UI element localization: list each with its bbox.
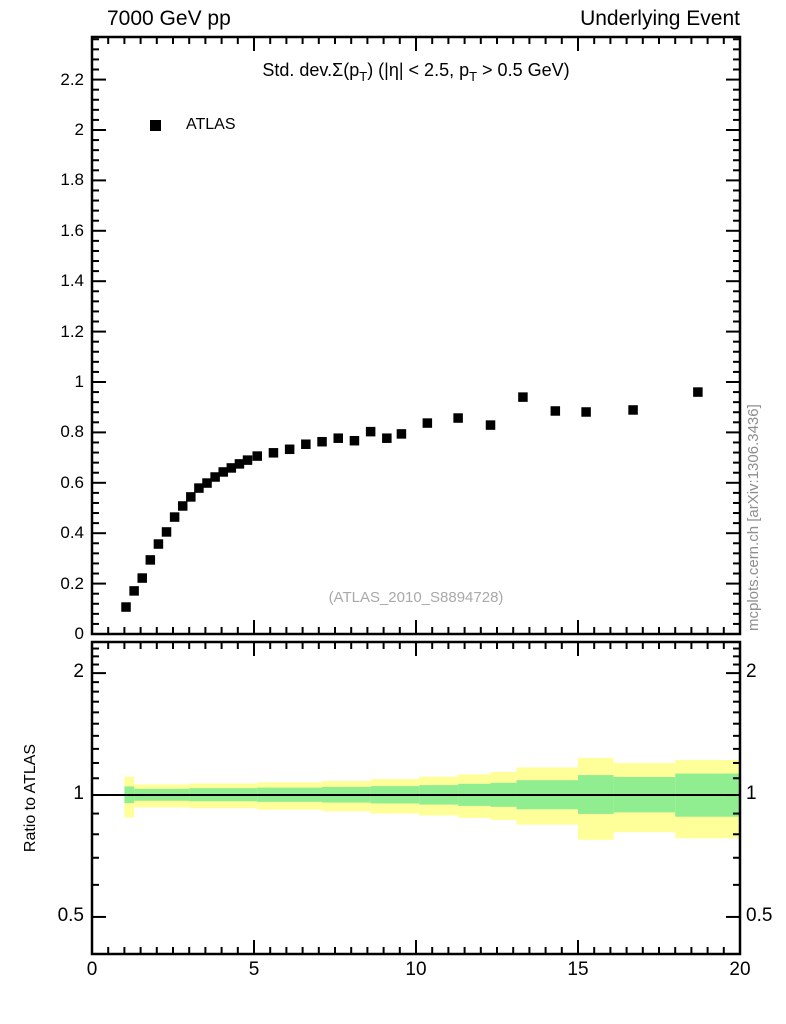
data-point-square [235,459,245,469]
ratio-y-tick-label-right: 1 [746,783,757,805]
event-class-label: Underlying Event [580,7,740,30]
data-point-square [333,433,343,443]
data-point-square [518,392,528,402]
ratio-y-tick-label-right: 2 [746,661,757,683]
main-y-tick-label: 0.8 [60,422,84,442]
analysis-id-watermark: (ATLAS_2010_S8894728) [328,589,504,606]
plot-title-segment: Std. dev.Σ(p [262,60,360,80]
beam-energy-label: 7000 GeV pp [107,7,231,30]
data-point-square [243,455,253,465]
data-point-square [453,413,463,423]
plot-title-subscript: T [469,69,478,84]
main-y-tick-label: 1.6 [60,220,84,240]
data-point-square [301,439,311,449]
plot-title-segment: > 0.5 GeV) [477,60,570,80]
data-point-square [628,405,638,415]
main-y-tick-label: 1.2 [60,321,84,341]
plot-title-segment: ) (|η| < 2.5, p [367,60,470,80]
data-point-square [186,492,196,502]
data-point-square [269,448,279,458]
x-tick-label: 5 [248,959,260,980]
main-y-tick-label: 2.2 [60,69,84,89]
x-tick-label: 0 [86,959,98,980]
plot-title [92,60,740,84]
ratio-y-tick-label-left: 0.5 [57,904,84,926]
data-point-square [397,429,407,439]
data-point-square [693,387,703,397]
data-point-square [252,451,261,461]
data-point-square [218,467,228,477]
main-y-tick-label: 0.4 [60,523,84,543]
data-point-square [285,445,295,455]
data-point-square [350,436,360,446]
plot-title-subscript: T [359,69,368,84]
main-y-tick-label: 1.4 [60,271,84,291]
ratio-axis-title: Ratio to ATLAS [22,743,39,853]
data-point-square [423,418,433,428]
main-y-tick-label: 2 [74,119,84,139]
data-point-square [202,478,212,488]
main-y-tick-label: 1 [74,371,84,391]
data-point-square [162,527,172,537]
data-point-square [137,573,147,583]
legend-filled-square-icon [150,120,161,131]
data-point-square [210,472,220,482]
legend-label: ATLAS [186,116,236,133]
ratio-y-tick-label-left: 1 [73,783,84,805]
main-y-tick-label: 1.8 [60,170,84,190]
x-tick-label: 10 [405,959,427,980]
data-point-square [366,427,376,437]
x-tick-label: 15 [567,959,589,980]
data-point-square [194,483,204,493]
x-tick-label: 20 [729,959,751,980]
data-point-square [146,555,156,565]
ratio-y-tick-label-right: 0.5 [746,904,773,926]
data-point-square [154,539,164,549]
mcplots-arxiv-side-label: mcplots.cern.ch [arXiv:1306.3436] [745,404,762,631]
data-point-square [178,501,188,511]
ratio-y-tick-label-left: 2 [73,661,84,683]
main-y-tick-label: 0.6 [60,472,84,492]
data-point-square [382,433,392,443]
data-point-square [581,407,591,417]
main-y-tick-label: 0.2 [60,573,84,593]
data-point-square [486,420,496,430]
data-point-square [551,406,561,416]
data-point-square [317,437,327,447]
main-y-tick-label: 0 [74,624,84,643]
data-point-square [170,512,180,522]
data-point-square [227,463,237,473]
